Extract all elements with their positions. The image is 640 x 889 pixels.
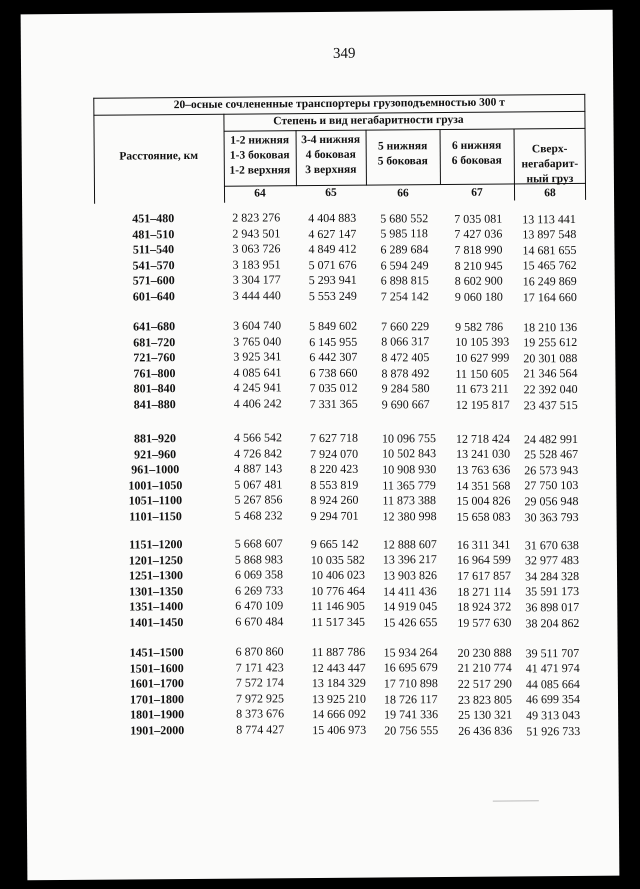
value-cell-col-67: 16 964 599 [456, 552, 511, 568]
value-cell-col-67: 15 658 083 [456, 509, 511, 524]
value-cell-col-67: 7 035 081 [454, 211, 503, 226]
distance-cell: 511–540 [132, 242, 175, 257]
value-cell-col-67: 17 617 857 [456, 568, 512, 583]
value-cell-col-64: 5 868 983 [234, 551, 283, 567]
value-cell-col-68: 15 465 762 [522, 258, 577, 273]
value-cell-col-66: 19 741 336 [384, 707, 439, 722]
value-cell-col-68: 13 897 548 [522, 227, 577, 242]
value-cell-col-65: 8 924 260 [310, 492, 359, 508]
value-cell-col-64: 5 668 607 [234, 536, 283, 551]
value-cell-col-65: 15 406 973 [312, 722, 367, 737]
value-cell-col-66: 14 919 045 [383, 599, 438, 614]
value-cell-col-66: 9 284 580 [381, 381, 430, 396]
distance-cell: 841–880 [133, 397, 176, 412]
distance-cell: 1151–1200 [129, 537, 183, 552]
value-cell-col-65: 7 627 718 [309, 430, 358, 445]
column-number-67: 67 [471, 186, 483, 199]
value-cell-col-68: 38 204 862 [525, 615, 580, 630]
value-cell-col-68: 21 346 564 [523, 366, 578, 381]
value-cell-col-65: 6 442 307 [309, 349, 358, 365]
value-cell-col-65: 7 924 070 [310, 446, 359, 461]
value-cell-col-66: 20 756 555 [384, 722, 439, 738]
value-cell-col-64: 3 304 177 [232, 272, 281, 288]
value-cell-col-67: 10 627 999 [455, 350, 510, 365]
tariff-table-body [21, 10, 620, 881]
value-cell-col-65: 11 517 345 [311, 614, 366, 629]
value-cell-col-66: 5 985 118 [380, 226, 428, 241]
value-cell-col-67: 11 673 211 [455, 381, 509, 397]
distance-cell: 1451–1500 [129, 645, 184, 660]
value-cell-col-65: 10 776 464 [311, 583, 366, 598]
value-cell-col-68: 16 249 869 [522, 273, 577, 289]
value-cell-col-66: 7 254 142 [380, 288, 429, 304]
value-cell-col-64: 4 566 542 [233, 430, 282, 445]
value-cell-col-67: 13 241 030 [456, 446, 511, 462]
value-cell-col-64: 4 406 242 [233, 396, 282, 411]
value-cell-col-64: 3 444 440 [232, 288, 281, 303]
value-cell-col-65: 8 220 423 [310, 461, 359, 477]
value-cell-col-66: 10 096 755 [381, 430, 437, 446]
group-header: Степень и вид негабаритности груза [273, 113, 464, 128]
value-cell-col-68: 44 085 664 [525, 676, 580, 692]
value-cell-col-66: 5 680 552 [380, 210, 429, 226]
value-cell-col-67: 11 150 605 [455, 366, 510, 381]
value-cell-col-65: 4 849 412 [308, 241, 357, 257]
distance-cell: 641–680 [133, 319, 176, 334]
value-cell-col-64: 4 887 143 [234, 461, 283, 476]
column-number-65: 65 [325, 186, 337, 199]
document-page [21, 10, 620, 881]
distance-cell: 1501–1600 [129, 660, 184, 676]
value-cell-col-66: 6 289 684 [380, 242, 429, 257]
value-cell-col-68: 17 164 660 [522, 289, 577, 304]
value-cell-col-67: 26 436 836 [458, 723, 513, 738]
value-cell-col-65: 9 665 142 [310, 536, 359, 551]
value-cell-col-67: 8 602 900 [454, 273, 503, 289]
value-cell-col-66: 11 365 779 [382, 477, 436, 493]
distance-cell: 1801–1900 [130, 707, 185, 722]
value-cell-col-67: 13 763 636 [456, 462, 511, 477]
value-cell-col-65: 4 627 147 [308, 226, 357, 241]
value-cell-col-64: 3 604 740 [233, 318, 282, 333]
distance-cell: 1101–1150 [129, 509, 182, 524]
value-cell-col-65: 7 035 012 [309, 381, 358, 396]
value-cell-col-64: 6 470 109 [235, 598, 284, 614]
value-cell-col-68: 49 313 043 [526, 707, 581, 723]
value-cell-col-66: 11 873 388 [382, 493, 437, 508]
value-cell-col-67: 18 924 372 [457, 599, 512, 615]
value-cell-col-67: 22 517 290 [457, 676, 512, 691]
distance-cell: 601–640 [132, 289, 175, 304]
column-header-68: Сверх- негабарит- ный груз [521, 143, 579, 186]
value-cell-col-68: 27 750 103 [524, 478, 579, 493]
value-cell-col-66: 17 710 898 [383, 676, 438, 691]
value-cell-col-64: 3 183 951 [232, 257, 281, 272]
value-cell-col-65: 10 406 023 [310, 567, 366, 583]
value-cell-col-66: 16 695 679 [383, 660, 438, 675]
value-cell-col-66: 18 726 117 [383, 691, 438, 707]
distance-cell: 1601–1700 [129, 676, 184, 691]
value-cell-col-68: 14 681 655 [522, 242, 577, 258]
value-cell-col-66: 10 502 843 [382, 446, 437, 461]
value-cell-col-67: 9 582 786 [455, 319, 504, 334]
value-cell-col-66: 13 903 826 [382, 568, 438, 583]
value-cell-col-67: 9 060 180 [454, 289, 503, 304]
value-cell-col-64: 4 085 641 [233, 365, 282, 380]
value-cell-col-68: 18 210 136 [523, 319, 578, 334]
distance-cell: 541–570 [132, 257, 175, 273]
value-cell-col-65: 14 666 092 [312, 706, 367, 722]
value-cell-col-64: 7 572 174 [235, 675, 284, 690]
value-cell-col-68: 31 670 638 [524, 537, 579, 552]
distance-cell: 801–840 [133, 381, 176, 396]
value-cell-col-64: 5 067 481 [234, 477, 283, 492]
value-cell-col-67: 20 230 888 [457, 645, 512, 660]
value-cell-col-65: 4 404 883 [308, 210, 357, 225]
value-cell-col-66: 8 472 405 [381, 350, 430, 365]
distance-cell: 1051–1100 [128, 493, 183, 508]
distance-cell: 1701–1800 [129, 691, 185, 707]
value-cell-col-68: 39 511 707 [525, 645, 580, 660]
value-cell-col-64: 8 774 427 [236, 722, 285, 737]
value-cell-col-68: 26 573 943 [524, 462, 579, 478]
value-cell-col-67: 25 130 321 [458, 707, 513, 723]
distance-cell: 681–720 [133, 334, 176, 350]
value-cell-col-66: 13 396 217 [382, 552, 437, 567]
value-cell-col-67: 21 210 774 [457, 660, 512, 676]
distance-cell: 761–800 [133, 365, 176, 381]
value-cell-col-65: 7 331 365 [309, 396, 358, 411]
distance-cell: 1301–1350 [129, 583, 184, 599]
value-cell-col-66: 8 066 317 [381, 334, 430, 349]
distance-cell: 1901–2000 [130, 723, 185, 738]
distance-cell: 1401–1450 [129, 615, 184, 630]
value-cell-col-67: 23 823 805 [457, 692, 513, 707]
value-cell-col-66: 6 594 249 [380, 257, 429, 273]
distance-cell: 1201–1250 [128, 552, 183, 568]
value-cell-col-65: 5 553 249 [308, 288, 357, 303]
value-cell-col-66: 12 888 607 [382, 536, 437, 552]
value-cell-col-65: 10 035 582 [310, 552, 365, 567]
value-cell-col-66: 8 878 492 [381, 365, 430, 381]
value-cell-col-64: 3 925 341 [233, 349, 282, 364]
value-cell-col-64: 2 943 501 [232, 225, 281, 241]
value-cell-col-68: 29 056 948 [524, 493, 579, 509]
distance-cell: 921–960 [134, 446, 177, 462]
column-number-64: 64 [254, 187, 266, 200]
value-cell-col-67: 14 351 568 [456, 478, 511, 493]
value-cell-col-64: 4 245 941 [233, 380, 282, 396]
column-header-67: 6 нижняя 6 боковая [451, 139, 502, 167]
value-cell-col-66: 6 898 815 [380, 273, 429, 288]
value-cell-col-67: 7 427 036 [454, 226, 503, 242]
value-cell-col-66: 12 380 998 [382, 508, 437, 524]
table-title: 20–осные сочлененные транспортеры грузоподъемностью 300 т [173, 96, 505, 112]
value-cell-col-66: 15 934 264 [383, 644, 438, 660]
value-cell-col-68: 23 437 515 [523, 397, 578, 412]
value-cell-col-65: 6 738 660 [309, 365, 358, 380]
value-cell-col-68: 22 392 040 [523, 381, 578, 397]
value-cell-col-64: 3 063 726 [232, 241, 281, 256]
value-cell-col-65: 12 443 447 [311, 660, 366, 675]
value-cell-col-68: 51 926 733 [526, 723, 581, 738]
distance-column-header: Расстояние, км [119, 149, 199, 163]
value-cell-col-66: 15 426 655 [383, 614, 438, 630]
value-cell-col-66: 9 690 667 [381, 396, 430, 412]
value-cell-col-65: 6 145 955 [309, 334, 358, 349]
value-cell-col-64: 3 765 040 [233, 333, 282, 349]
value-cell-col-65: 5 293 941 [308, 273, 357, 288]
value-cell-col-64: 4 726 842 [234, 445, 283, 461]
value-cell-col-64: 5 468 232 [234, 508, 283, 523]
value-cell-col-65: 11 146 905 [311, 598, 365, 614]
value-cell-col-68: 34 284 328 [524, 568, 580, 584]
value-cell-col-68: 41 471 974 [525, 661, 580, 676]
value-cell-col-68: 19 255 612 [523, 335, 578, 350]
column-header-66: 5 нижняя 5 боковая [377, 140, 428, 168]
column-number-68: 68 [544, 187, 556, 200]
value-cell-col-66: 10 908 930 [382, 462, 437, 477]
distance-cell: 451–480 [132, 211, 175, 226]
value-cell-col-65: 9 294 701 [310, 508, 359, 523]
value-cell-col-65: 8 553 819 [310, 477, 359, 492]
value-cell-col-64: 6 870 860 [235, 644, 284, 659]
distance-cell: 961–1000 [131, 462, 180, 477]
distance-cell: 1251–1300 [128, 568, 184, 583]
value-cell-col-64: 6 069 358 [234, 567, 284, 582]
value-cell-col-68: 25 528 467 [524, 447, 579, 462]
value-cell-col-68: 30 363 793 [524, 509, 579, 524]
value-cell-col-67: 8 210 945 [454, 258, 503, 273]
value-cell-col-67: 12 718 424 [455, 431, 511, 446]
value-cell-col-64: 7 972 925 [235, 691, 285, 706]
value-cell-col-64: 7 171 423 [235, 659, 284, 675]
value-cell-col-68: 35 591 173 [525, 584, 580, 599]
column-header-65: 3-4 нижняя 4 боковая 3 верхняя [301, 133, 361, 177]
value-cell-col-68: 20 301 088 [523, 350, 578, 366]
column-header-64: 1-2 нижняя 1-3 боковая 1-2 верхняя [229, 134, 291, 177]
value-cell-col-68: 24 482 991 [523, 431, 579, 446]
value-cell-col-68: 46 699 354 [525, 692, 581, 707]
distance-cell: 1351–1400 [129, 599, 184, 614]
value-cell-col-65: 5 071 676 [308, 257, 357, 272]
value-cell-col-68: 36 898 017 [525, 599, 580, 615]
value-cell-col-67: 15 004 826 [456, 493, 511, 509]
value-cell-col-67: 18 271 114 [457, 584, 511, 599]
page-number: 349 [332, 45, 356, 62]
value-cell-col-67: 12 195 817 [455, 397, 510, 412]
value-cell-col-65: 13 184 329 [311, 675, 366, 691]
value-cell-col-64: 2 823 276 [232, 210, 281, 225]
value-cell-col-68: 32 977 483 [524, 553, 579, 568]
value-cell-col-64: 5 267 856 [234, 492, 283, 508]
value-cell-col-64: 8 373 676 [236, 706, 285, 722]
distance-cell: 1001–1050 [128, 477, 183, 493]
value-cell-col-64: 6 269 733 [235, 583, 284, 598]
value-cell-col-65: 5 849 602 [309, 318, 358, 333]
distance-cell: 881–920 [133, 431, 176, 446]
value-cell-col-65: 11 887 786 [311, 644, 366, 659]
value-cell-col-67: 10 105 393 [455, 334, 510, 350]
value-cell-col-67: 16 311 341 [456, 537, 511, 552]
value-cell-col-64: 6 670 484 [235, 614, 284, 629]
value-cell-col-66: 14 411 436 [383, 583, 437, 599]
value-cell-col-67: 7 818 990 [454, 242, 503, 257]
value-cell-col-67: 19 577 630 [457, 615, 512, 630]
value-cell-col-65: 13 925 210 [311, 691, 367, 706]
value-cell-col-66: 7 660 229 [381, 318, 430, 334]
value-cell-col-68: 13 113 441 [522, 211, 576, 226]
distance-cell: 571–600 [132, 273, 175, 288]
column-number-66: 66 [397, 187, 409, 200]
distance-cell: 481–510 [132, 226, 175, 242]
distance-cell: 721–760 [133, 350, 176, 365]
